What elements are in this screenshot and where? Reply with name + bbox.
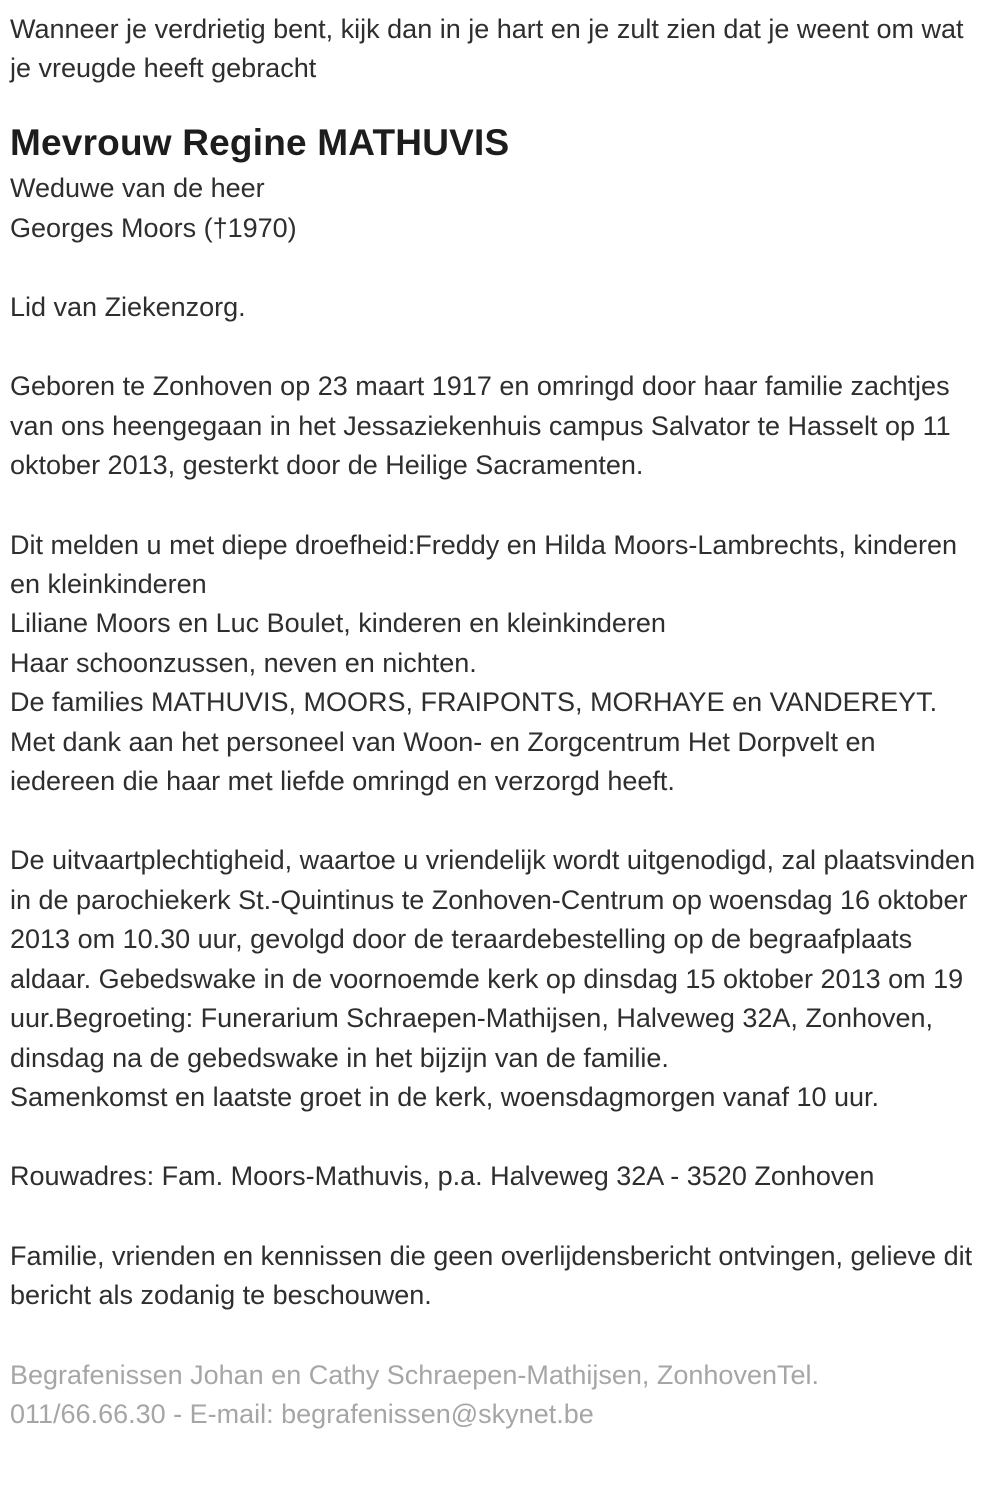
mourners-line: De families MATHUVIS, MOORS, FRAIPONTS, MORHAYE en VANDEREYT. (10, 687, 938, 718)
mourners-line: Haar schoonzussen, neven en nichten. (10, 647, 477, 678)
widow-of-line: Weduwe van de heer (10, 173, 265, 204)
gathering-line: Samenkomst en laatste groet in de kerk, woensdagmorgen vanaf 10 uur. (10, 1081, 880, 1112)
funeral-home-footer: Begrafenissen Johan en Cathy Schraepen-Mathijsen, ZonhovenTel. 011/66.66.30 - E-mail: begrafenissen@skynet.be (10, 1359, 819, 1429)
notice-paragraph: Familie, vrienden en kennissen die geen overlijdensbericht ontvingen, gelieve dit bericht als zodanig te beschouwen. (10, 1240, 973, 1311)
deceased-name-title: Mevrouw Regine MATHUVIS (10, 121, 510, 163)
mourners-line: Dit melden u met diepe droefheid:Freddy en Hilda Moors-Lambrechts, kinderen en kleinkinderen (10, 529, 957, 600)
mourners-line: Met dank aan het personeel van Woon- en Zorgcentrum Het Dorpvelt en iedereen die haar met liefde omringd en verzorgd heeft. (10, 726, 876, 797)
husband-name-line: Georges Moors (†1970) (10, 212, 297, 243)
mourning-address-line: Rouwadres: Fam. Moors-Mathuvis, p.a. Halveweg 32A - 3520 Zonhoven (10, 1161, 875, 1192)
membership-line: Lid van Ziekenzorg. (10, 292, 246, 323)
mourners-section (10, 526, 982, 802)
epigraph-text: Wanneer je verdrietig bent, kijk dan in je hart en je zult zien dat je weent om wat je vreugde heeft gebracht (10, 14, 964, 84)
birth-death-paragraph: Geboren te Zonhoven op 23 maart 1917 en omringd door haar familie zachtjes van ons heengegaan in het Jessaziekenhuis campus Salvator te Hasselt op 11 oktober 2013, gesterkt door de Heilige Sacramenten. (10, 371, 951, 481)
mourners-line: Liliane Moors en Luc Boulet, kinderen en kleinkinderen (10, 608, 666, 639)
funeral-service-paragraph: De uitvaartplechtigheid, waartoe u vriendelijk wordt uitgenodigd, zal plaatsvinden in de parochiekerk St.-Quintinus te Zonhoven-Centrum op woensdag 16 oktober 2013 om 10.30 uur, gevolgd door de teraardebestelling op de begraafplaats aldaar. Gebedswake in de voornoemde kerk op dinsdag 15 oktober 2013 om 19 uur.Begroeting: Funerarium Schraepen-Mathijsen, Halveweg 32A, Zonhoven, dinsdag na de gebedswake in het bijzijn van de familie. (10, 845, 976, 1073)
funeral-service-section (10, 841, 982, 1117)
